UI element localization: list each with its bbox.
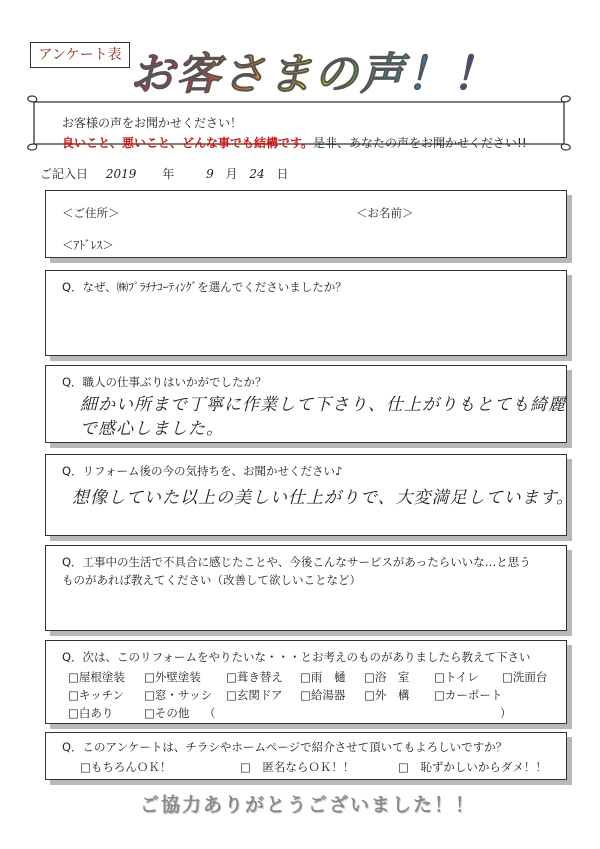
option-water-heater[interactable]: □給湯器: [300, 688, 346, 702]
name-label: ＜お名前＞: [356, 206, 414, 220]
question-next-reform: Q．次は、このリフォームをやりたいな・・・とお考えのものがありましたら教えて下さい: [62, 650, 531, 664]
consent-no-option[interactable]: □ 恥ずかしいからダメ！！: [398, 760, 547, 774]
thank-you-message: ご協力ありがとうございました！！: [140, 794, 477, 816]
answer-craftsman-line-1: 細かい所まで丁寧に作業して下さり、仕上がりもとても綺麗: [80, 395, 566, 415]
intro-line-2: [62, 134, 527, 151]
date-label: ご記入日: [40, 167, 89, 181]
option-termite[interactable]: □白あり: [68, 706, 114, 720]
consent-anonymous-option[interactable]: □ 匿名ならＯＫ！！: [240, 760, 355, 774]
option-other[interactable]: □その他: [144, 706, 190, 720]
date-row: [40, 165, 289, 182]
other-paren-close: ）: [500, 706, 512, 720]
option-toilet[interactable]: □トイレ: [434, 670, 479, 684]
answer-feeling: 想像していた以上の美しい仕上がりで、大変満足しています。: [72, 488, 575, 508]
other-paren-open: （: [204, 706, 216, 720]
question-feeling: Q．リフォーム後の今の気持ちを、お聞かせください♪: [62, 464, 343, 478]
question-improvements-line-1: Q．工事中の生活で不具合に感じたことや、今後こんなサービスがあったらいいな…と思う: [62, 555, 531, 569]
date-year-unit: 年: [162, 167, 175, 181]
consent-yes-option[interactable]: □もちろんＯＫ！: [80, 760, 172, 774]
option-kitchen[interactable]: □キッチン: [68, 688, 125, 702]
question-box-craftsman: [45, 365, 567, 443]
question-reason: Q．なぜ、㈱ﾌﾟﾗﾁﾅｺｰﾃｨﾝｸﾞを選んでくださいましたか？: [62, 280, 347, 294]
intro-line-1: お客様の声をお聞かせください！: [62, 116, 243, 130]
date-month: 9: [206, 167, 214, 181]
option-washbasin[interactable]: □洗面台: [502, 670, 548, 684]
option-window-sash[interactable]: □窓・サッシ: [144, 688, 213, 702]
question-box-feeling: [45, 454, 575, 536]
option-exterior-structure[interactable]: □外 構: [364, 688, 410, 702]
intro-highlight: 良いこと、悪いこと、どんな事でも結構です。: [62, 136, 314, 150]
contact-info-box: [45, 190, 567, 258]
question-consent: Q．このアンケートは、チラシやホームページで紹介させて頂いてもよろしいですか？: [62, 740, 508, 754]
option-roof-paint[interactable]: □屋根塗装: [68, 670, 125, 684]
date-day: 24: [249, 167, 265, 181]
address-label: ＜ご住所＞: [62, 206, 120, 220]
date-day-unit: 日: [276, 167, 289, 181]
question-craftsman: Q．職人の仕事ぶりはいかがでしたか？: [62, 375, 267, 389]
survey-tag: アンケート表: [30, 42, 130, 68]
option-bathroom[interactable]: □浴 室: [364, 670, 410, 684]
question-box-reason: [45, 270, 567, 356]
option-reroofing[interactable]: □葺き替え: [226, 670, 283, 684]
option-entrance-door[interactable]: □玄関ドア: [226, 688, 283, 702]
email-label: ＜ｱﾄﾞﾚｽ＞: [62, 238, 114, 252]
question-box-next-reform: [45, 640, 567, 724]
page-title: お客さまの声！！: [130, 38, 498, 102]
answer-craftsman-line-2: で感心しました。: [80, 419, 224, 439]
question-improvements-line-2: ものがあれば教えてください（改善して欲しいことなど）: [62, 573, 361, 587]
date-month-unit: 月: [225, 167, 238, 181]
date-year: 2019: [105, 167, 137, 181]
intro-rest: 是非、あなたの声をお聞かせください!!: [313, 136, 527, 150]
option-gutter[interactable]: □雨 樋: [300, 670, 346, 684]
question-box-consent: [45, 732, 567, 780]
option-carport[interactable]: □カーポート: [434, 688, 503, 702]
option-exterior-wall-paint[interactable]: □外壁塗装: [144, 670, 201, 684]
question-box-improvements: [45, 545, 567, 631]
